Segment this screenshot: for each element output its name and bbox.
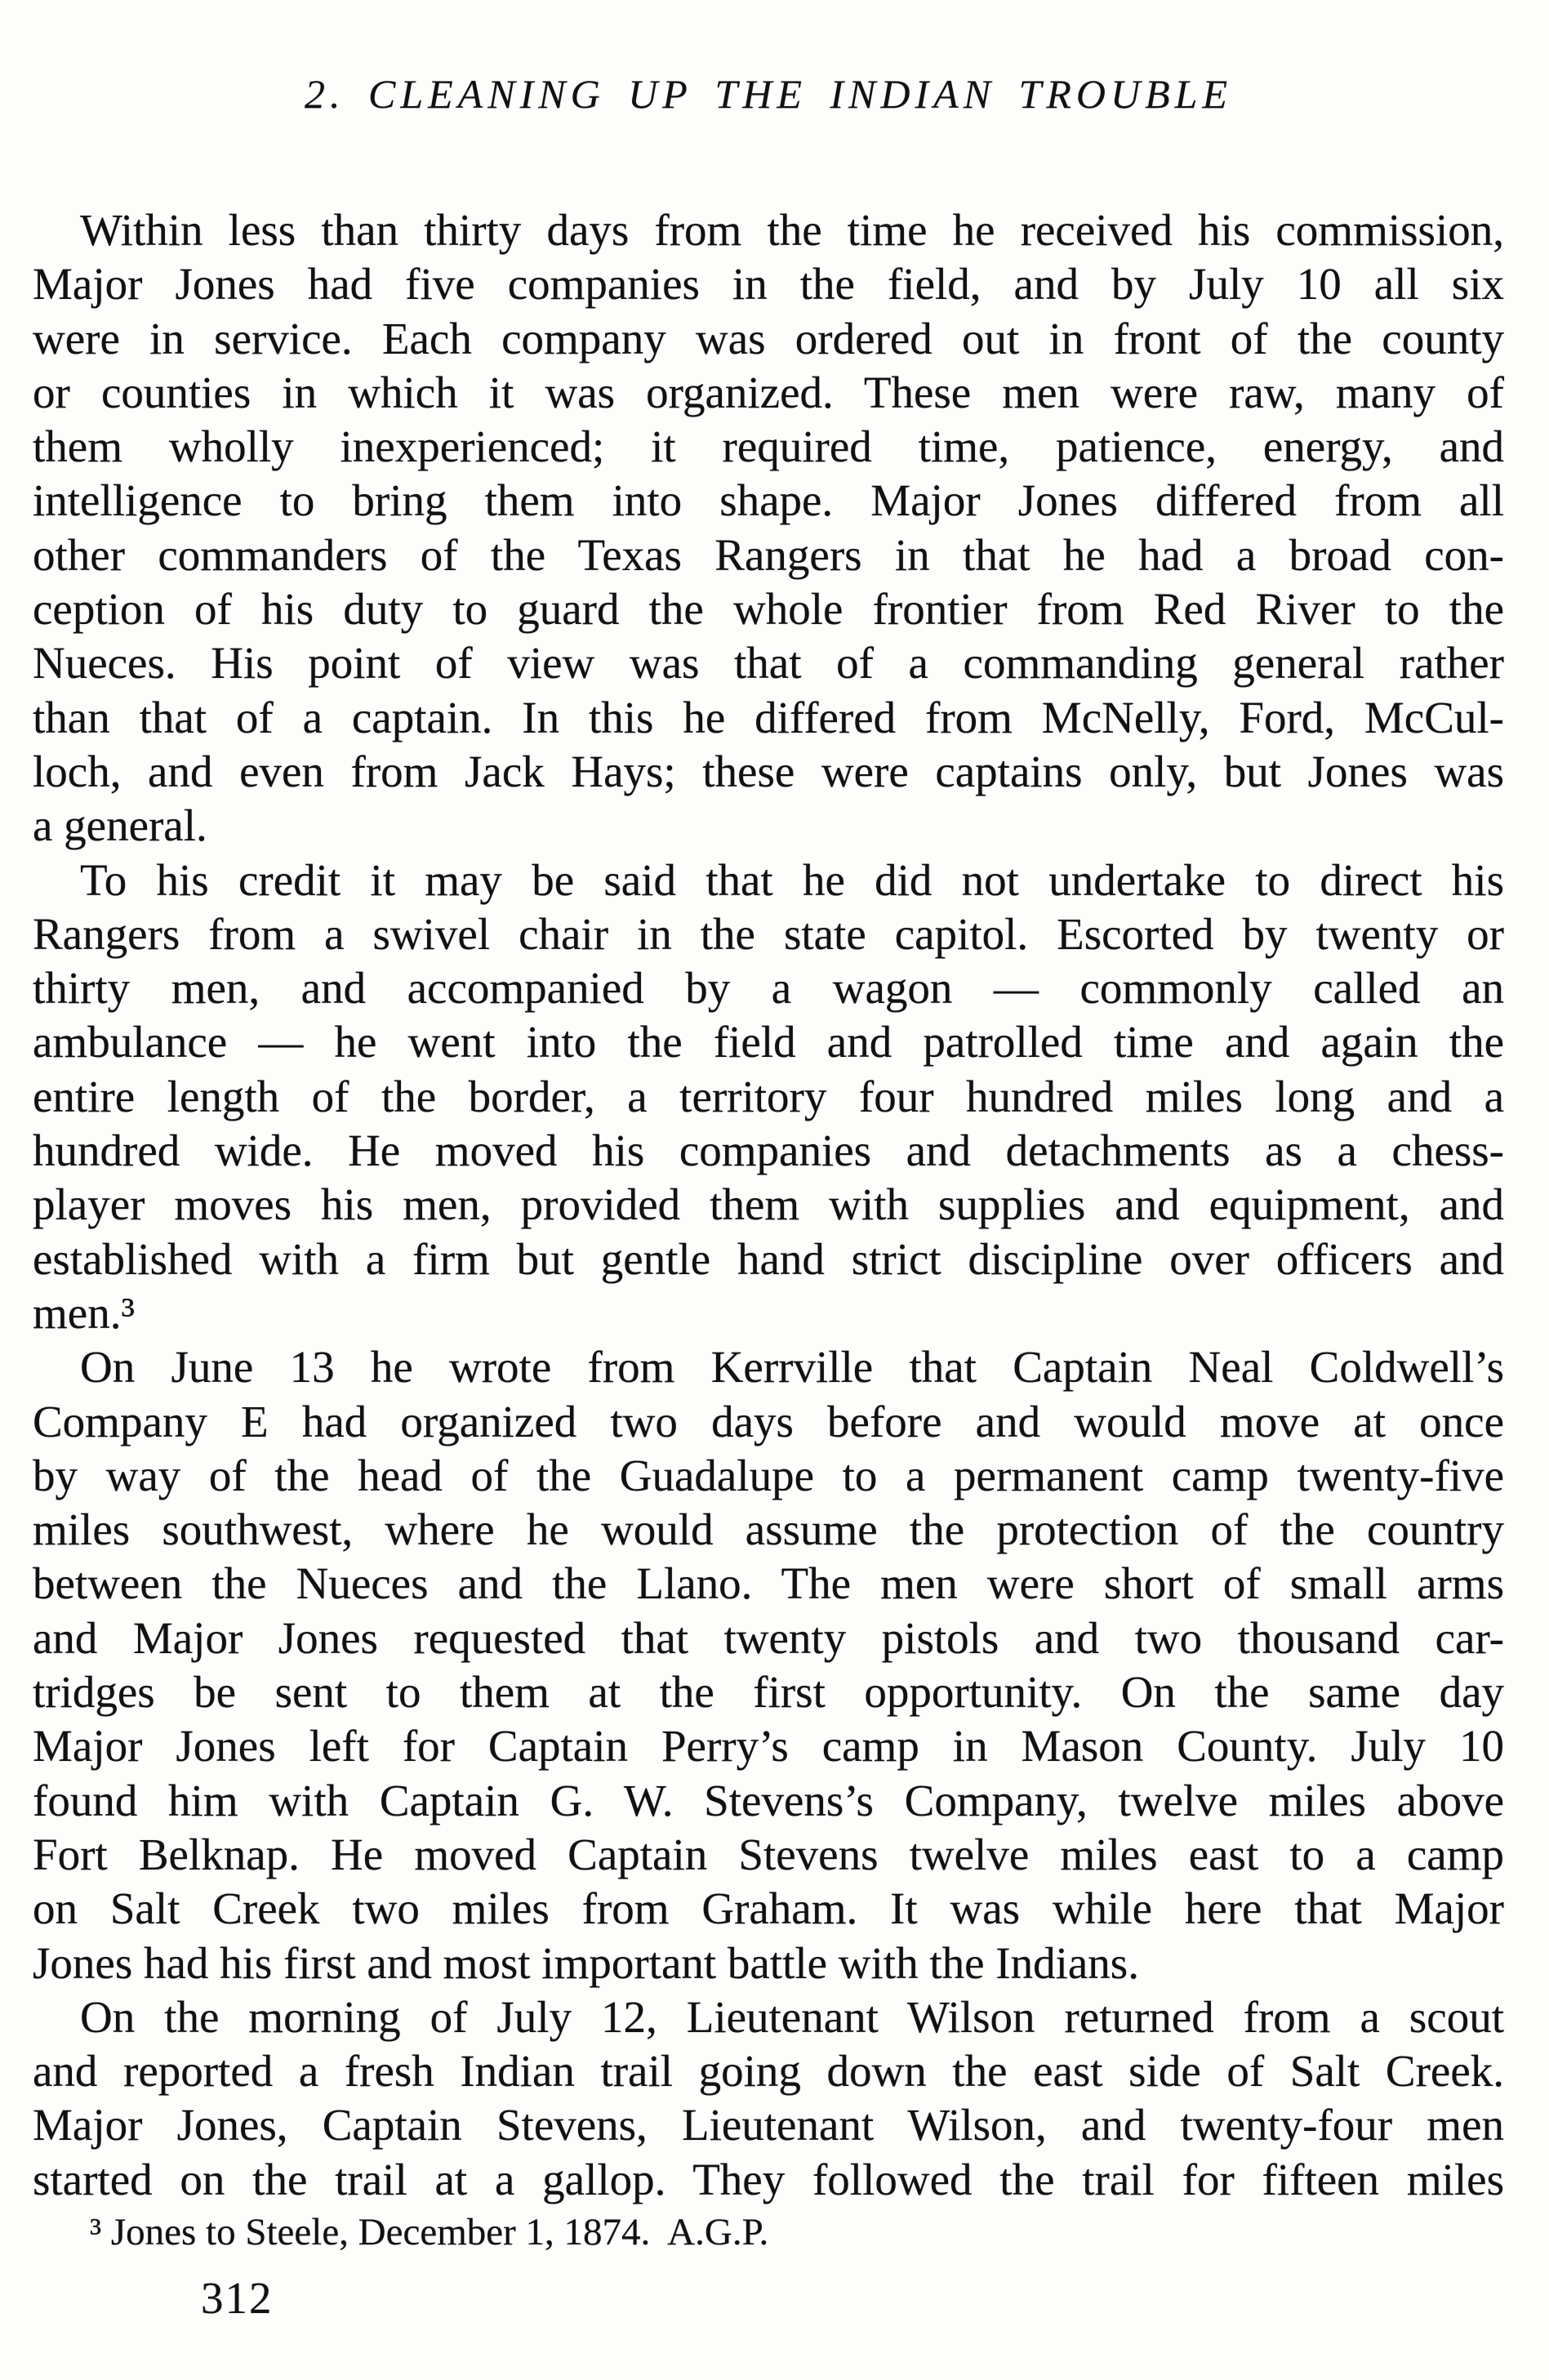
text-line: men.³ bbox=[33, 1287, 135, 1338]
text-line: or counties in which it was organized. These men were raw, many of bbox=[33, 367, 1504, 417]
text-line: miles southwest, where he would assume the protection of the country bbox=[33, 1504, 1504, 1555]
text-line: To his credit it may be said that he did not undertake to direct his bbox=[80, 854, 1504, 905]
text-line: other commanders of the Texas Rangers in that he had a broad con- bbox=[33, 529, 1504, 580]
text-line: started on the trail at a gallop. They followed the trail for fifteen miles bbox=[33, 2154, 1504, 2204]
text-line: than that of a captain. In this he differed from McNelly, Ford, McCul- bbox=[33, 692, 1504, 742]
text-line: between the Nueces and the Llano. The men were short of small arms bbox=[33, 1558, 1504, 1609]
text-line: and reported a fresh Indian trail going down the east side of Salt Creek. bbox=[33, 2046, 1504, 2097]
text-line: On the morning of July 12, Lieutenant Wilson returned from a scout bbox=[80, 1991, 1504, 2042]
text-line: Major Jones left for Captain Perry’s camp in Mason County. July 10 bbox=[33, 1721, 1504, 1772]
text-line: them wholly inexperienced; it required time, patience, energy, and bbox=[33, 421, 1504, 472]
text-line: hundred wide. He moved his companies and detachments as a chess- bbox=[33, 1125, 1504, 1176]
text-line: were in service. Each company was ordered out in front of the county bbox=[33, 313, 1504, 363]
text-line: Major Jones had five companies in the field, and by July 10 all six bbox=[33, 259, 1504, 310]
text-line: entire length of the border, a territory four hundred miles long and a bbox=[33, 1071, 1504, 1121]
text-line: tridges be sent to them at the first opportunity. On the same day bbox=[33, 1667, 1504, 1718]
text-line: intelligence to bring them into shape. Major Jones differed from all bbox=[33, 475, 1504, 526]
footnote: ³ Jones to Steele, December 1, 1874. A.G.P. bbox=[90, 2211, 769, 2253]
text-line: Jones had his first and most important battle with the Indians. bbox=[33, 1937, 1139, 1988]
page-number: 312 bbox=[201, 2273, 274, 2323]
text-line: and Major Jones requested that twenty pistols and two thousand car- bbox=[33, 1612, 1504, 1663]
text-line: Nueces. His point of view was that of a commanding general rather bbox=[33, 638, 1504, 689]
text-line: found him with Captain G. W. Stevens’s Company, twelve miles above bbox=[33, 1775, 1504, 1825]
text-line: Rangers from a swivel chair in the state capitol. Escorted by twenty or bbox=[33, 908, 1504, 959]
text-line: by way of the head of the Guadalupe to a permanent camp twenty-five bbox=[33, 1450, 1504, 1500]
text-line: ambulance — he went into the field and patrolled time and again the bbox=[33, 1017, 1504, 1067]
text-line: Fort Belknap. He moved Captain Stevens twelve miles east to a camp bbox=[33, 1829, 1504, 1879]
text-line: player moves his men, provided them with supplies and equipment, and bbox=[33, 1179, 1504, 1230]
text-line: Company E had organized two days before and would move at once bbox=[33, 1396, 1504, 1446]
text-line: ception of his duty to guard the whole frontier from Red River to the bbox=[33, 584, 1504, 635]
text-line: established with a firm but gentle hand strict discipline over officers and bbox=[33, 1233, 1504, 1284]
text-line: a general. bbox=[33, 800, 207, 851]
text-line: loch, and even from Jack Hays; these were captains only, but Jones was bbox=[33, 746, 1504, 796]
text-line: Within less than thirty days from the time he received his commission, bbox=[80, 205, 1504, 255]
chapter-heading: 2. CLEANING UP THE INDIAN TROUBLE bbox=[304, 71, 1232, 117]
text-line: Major Jones, Captain Stevens, Lieutenant Wilson, and twenty-four men bbox=[33, 2100, 1504, 2150]
text-line: On June 13 he wrote from Kerrville that Captain Neal Coldwell’s bbox=[80, 1342, 1504, 1393]
body-text bbox=[33, 203, 1504, 2207]
text-line: on Salt Creek two miles from Graham. It was while here that Major bbox=[33, 1883, 1504, 1934]
text-line: thirty men, and accompanied by a wagon — commonly called an bbox=[33, 963, 1504, 1014]
